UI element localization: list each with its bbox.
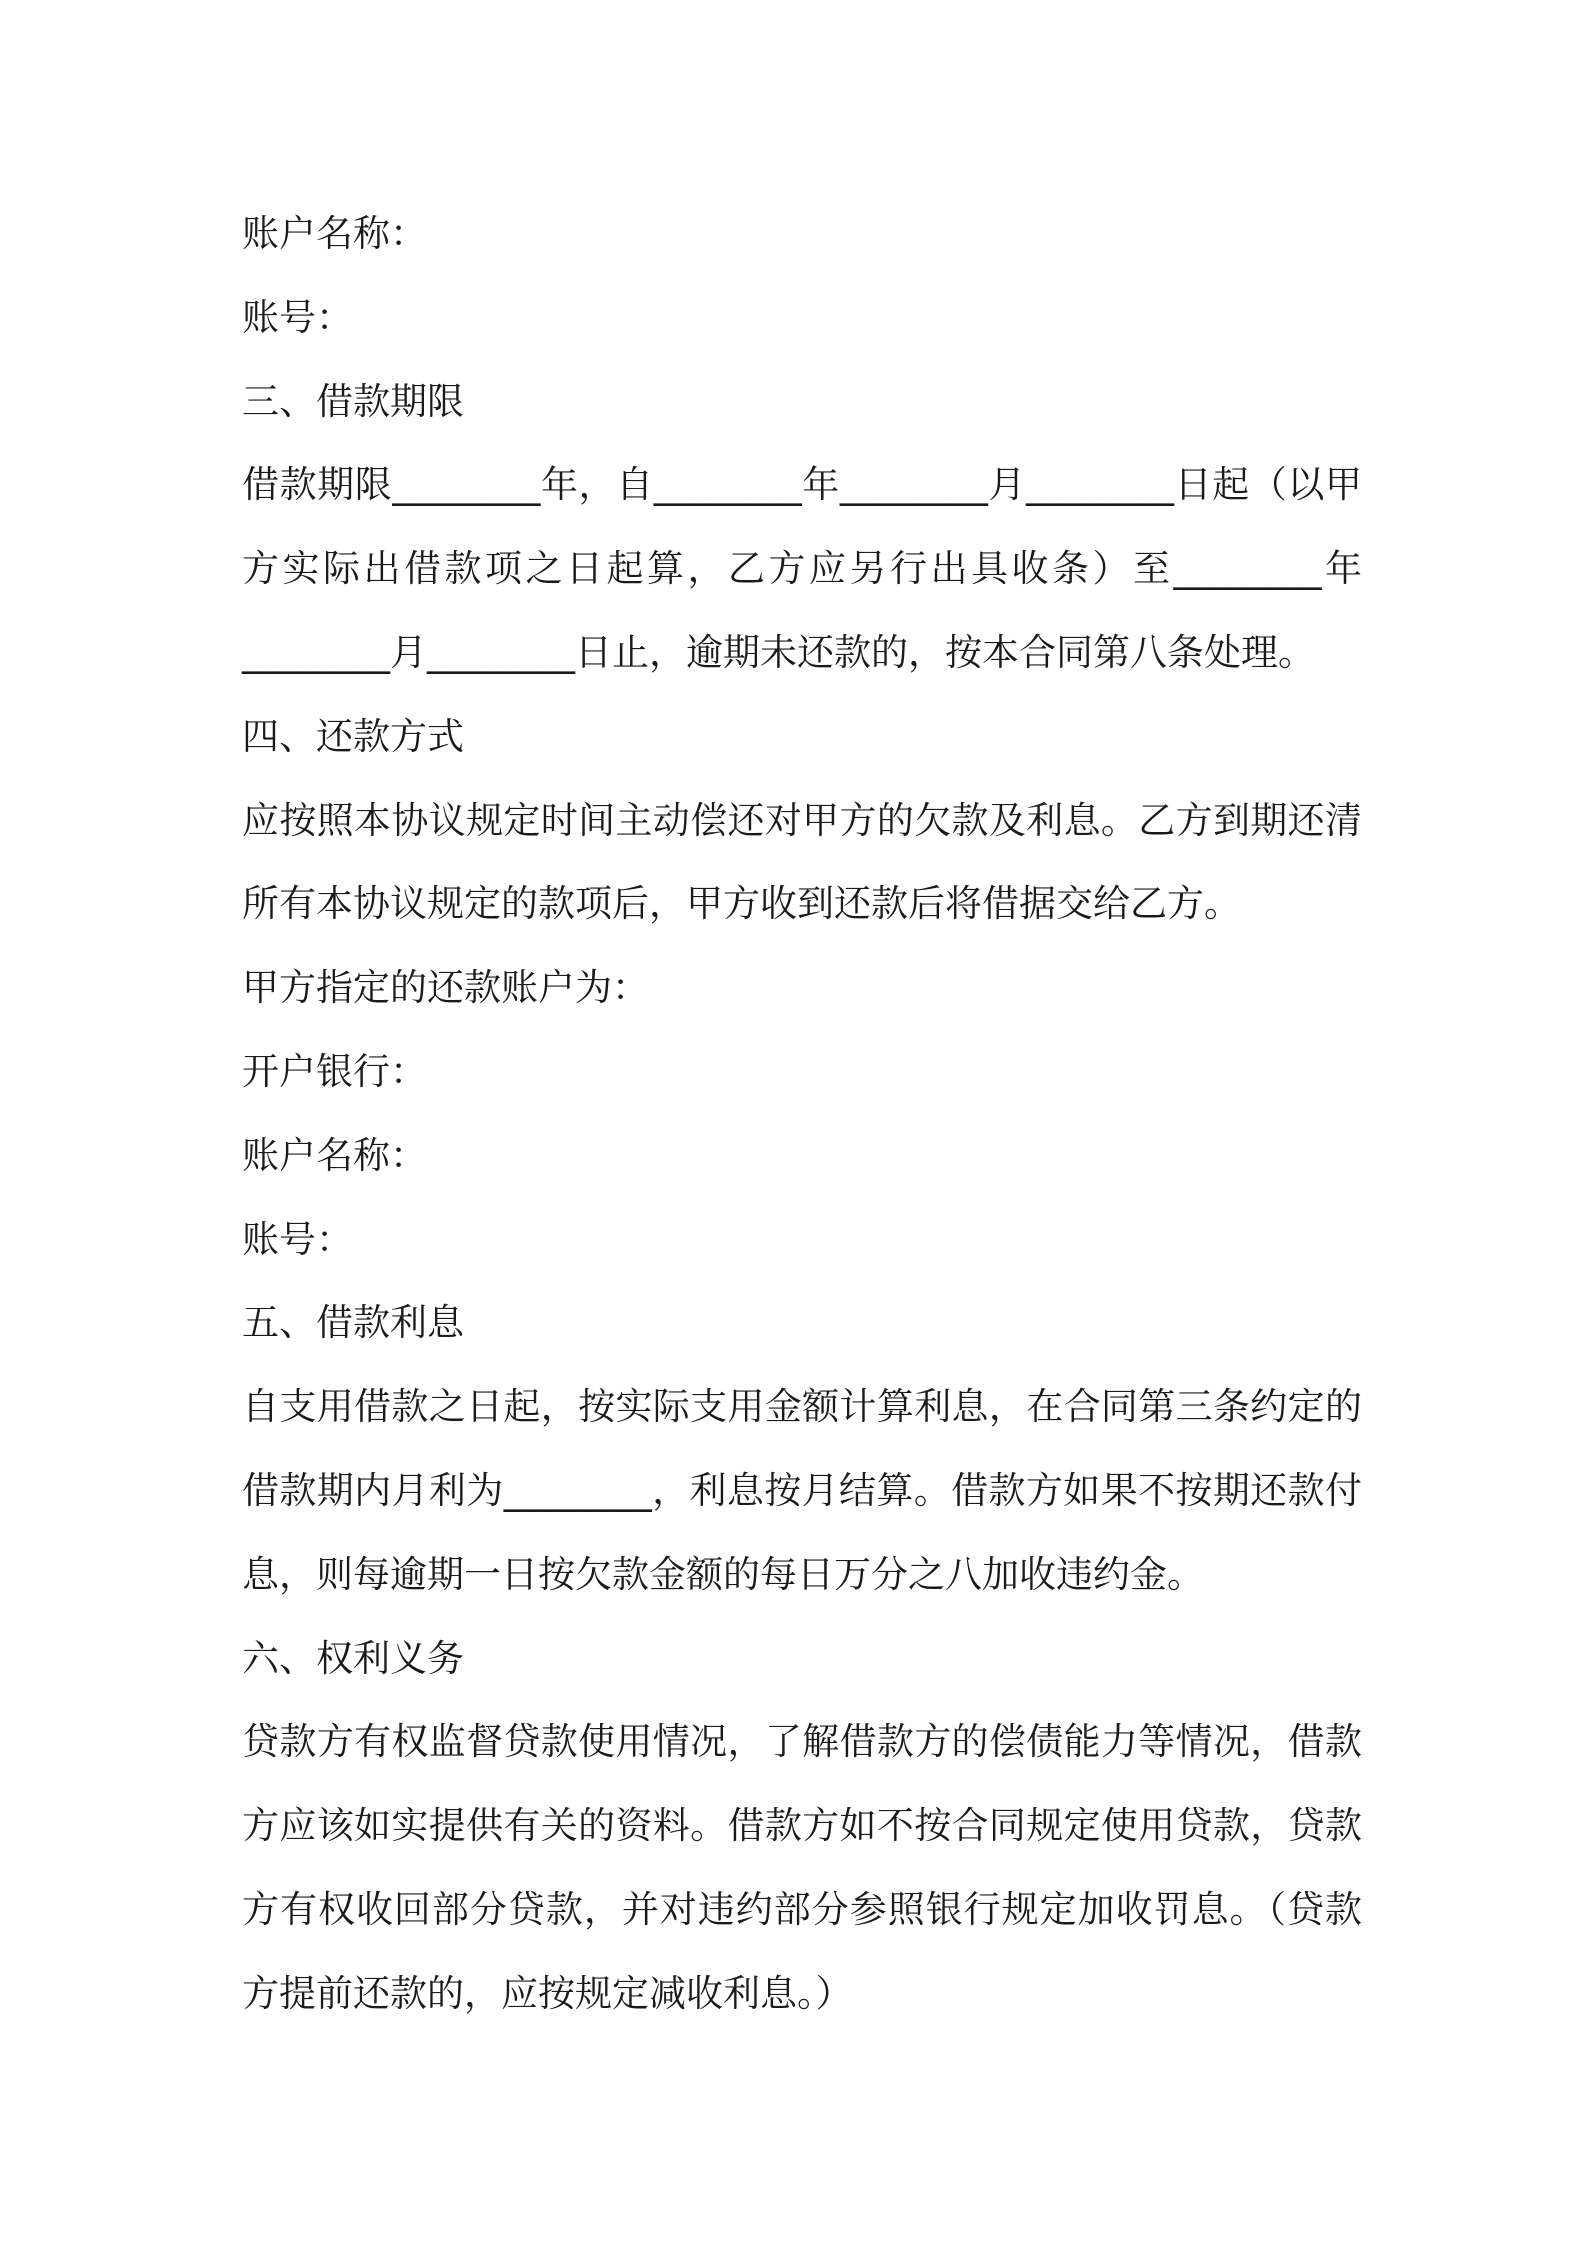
text-line: 账号： [242,1217,353,1261]
text-line: 借款期内月利为________，利息按月结算。借款方如果不按期还款付 [242,1468,1362,1512]
text-line: 方应该如实提供有关的资料。借款方如不按合同规定使用贷款，贷款 [242,1804,1362,1848]
text-line: 贷款方有权监督贷款使用情况，了解借款方的偿债能力等情况，借款 [242,1720,1362,1764]
text-line: 方提前还款的，应按规定减收利息。） [242,1971,853,2015]
text-line: 开户银行： [242,1049,427,1093]
text-line: 息，则每逾期一日按欠款金额的每日万分之八加收违约金。 [242,1552,1204,1596]
text-line: ________月________日止，逾期未还款的，按本合同第八条处理。 [242,630,1315,674]
section-heading: 六、权利义务 [242,1636,464,1680]
text-line: 方有权收回部分贷款，并对违约部分参照银行规定加收罚息。（贷款 [242,1887,1362,1931]
text-line: 所有本协议规定的款项后，甲方收到还款后将借据交给乙方。 [242,882,1241,926]
text-line: 借款期限________年，自________年________月________日起（以甲 [242,463,1362,507]
text-line: 账号： [242,295,353,339]
text-line: 自支用借款之日起，按实际支用金额计算利息，在合同第三条约定的 [242,1385,1362,1429]
section-heading: 五、借款利息 [242,1301,464,1345]
document-body [242,192,1362,2036]
text-line: 甲方指定的还款账户为： [242,966,649,1010]
section-heading: 三、借款期限 [242,379,464,423]
section-heading: 四、还款方式 [242,714,464,758]
text-line: 账户名称： [242,1133,427,1177]
text-line: 应按照本协议规定时间主动偿还对甲方的欠款及利息。乙方到期还清 [242,798,1362,842]
text-line: 方实际出借款项之日起算，乙方应另行出具收条）至________年 [242,547,1362,591]
text-line: 账户名称： [242,212,427,255]
